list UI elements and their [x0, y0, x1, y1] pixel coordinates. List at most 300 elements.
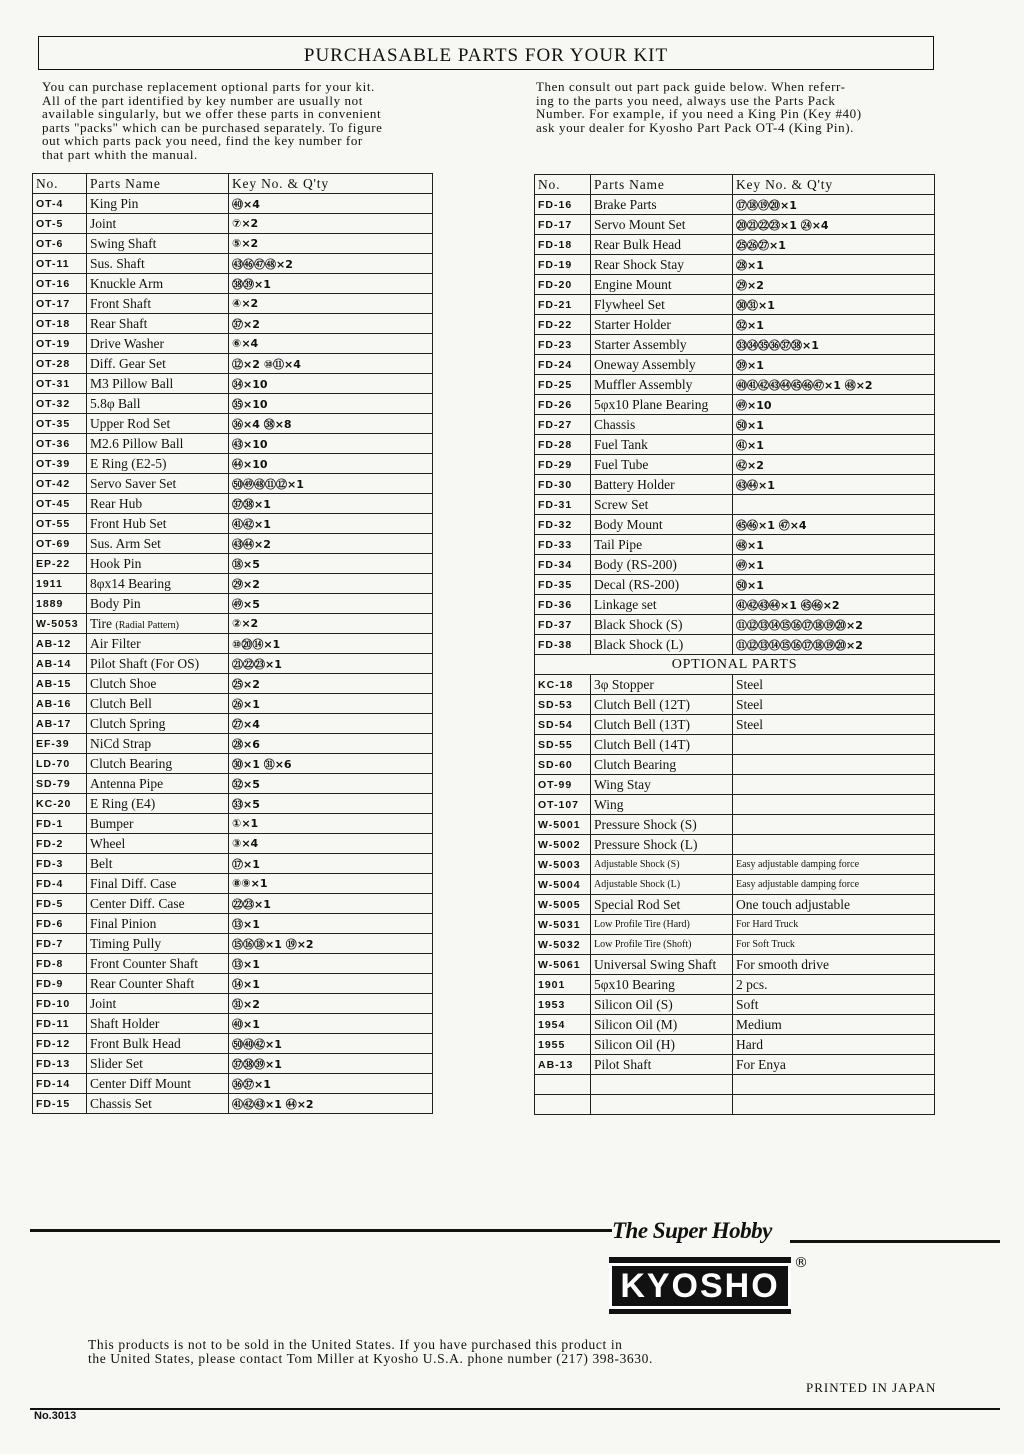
- table-row: [33, 614, 433, 634]
- part-number: FD-1: [33, 814, 87, 834]
- part-name: E Ring (E2-5): [87, 454, 229, 474]
- key-qty: ㊱㊲×1: [229, 1074, 433, 1094]
- printed-in-label: PRINTED IN JAPAN: [806, 1380, 937, 1395]
- table-row: [33, 434, 433, 454]
- part-name: Chassis: [591, 415, 733, 435]
- key-qty: ⑳㉑㉒㉓×1 ㉔×4: [733, 215, 935, 235]
- table-row: [535, 355, 935, 375]
- part-name: Universal Swing Shaft: [591, 955, 733, 975]
- key-qty: ㉘×6: [229, 734, 433, 754]
- part-name: Body Pin: [87, 594, 229, 614]
- part-name: Clutch Shoe: [87, 674, 229, 694]
- key-qty: ⑮⑯⑱×1 ⑲×2: [229, 934, 433, 954]
- table-row: [535, 435, 935, 455]
- part-number: FD-14: [33, 1074, 87, 1094]
- table-row: [33, 1014, 433, 1034]
- part-name: Body Mount: [591, 515, 733, 535]
- key-qty: ㊿㊾㊽⑪⑫×1: [229, 474, 433, 494]
- part-name: Rear Shock Stay: [591, 255, 733, 275]
- intro-right-text: Then consult out part pack guide below. When referr- ing to the parts you need, always use the Parts Pack Number. For example, if you need a King Pin (Key #40) ask your dealer for Kyosho Part Pack OT-4 (King Pin).: [536, 79, 862, 135]
- part-name: Servo Saver Set: [87, 474, 229, 494]
- part-number: FD-32: [535, 515, 591, 535]
- part-name: Timing Pully: [87, 934, 229, 954]
- key-qty: ㉞×10: [229, 374, 433, 394]
- part-note: Easy adjustable damping force: [733, 875, 935, 895]
- table-row: [33, 574, 433, 594]
- table-row: [33, 714, 433, 734]
- part-name: Joint: [87, 214, 229, 234]
- table-row: [535, 275, 935, 295]
- table-row: [33, 854, 433, 874]
- key-qty: ㉙×2: [229, 574, 433, 594]
- table-row: [535, 235, 935, 255]
- key-qty: ㉕×2: [229, 674, 433, 694]
- part-name: Sus. Arm Set: [87, 534, 229, 554]
- part-number: FD-8: [33, 954, 87, 974]
- part-name: Clutch Bell (13T): [591, 715, 733, 735]
- table-row: [535, 915, 935, 935]
- part-number: FD-26: [535, 395, 591, 415]
- part-note: [733, 795, 935, 815]
- key-qty: ㊹×10: [229, 454, 433, 474]
- table-row: [33, 494, 433, 514]
- key-qty: ㉚㉛×1: [733, 295, 935, 315]
- part-number: FD-4: [33, 874, 87, 894]
- table-row: [33, 694, 433, 714]
- part-number: OT-55: [33, 514, 87, 534]
- table-row: [33, 414, 433, 434]
- key-qty: ㊲㊳㊴×1: [229, 1054, 433, 1074]
- key-qty: ㉙×2: [733, 275, 935, 295]
- table-row: [33, 794, 433, 814]
- part-name: Swing Shaft: [87, 234, 229, 254]
- key-qty: ⑧⑨×1: [229, 874, 433, 894]
- part-note: For Soft Truck: [733, 935, 935, 955]
- table-row: [33, 314, 433, 334]
- part-name: Decal (RS-200): [591, 575, 733, 595]
- part-number: OT-69: [33, 534, 87, 554]
- table-row: [535, 735, 935, 755]
- key-qty: ⑪⑫⑬⑭⑮⑯⑰⑱⑲⑳×2: [733, 635, 935, 655]
- part-number: OT-42: [33, 474, 87, 494]
- part-number: FD-7: [33, 934, 87, 954]
- part-number: FD-21: [535, 295, 591, 315]
- footer-rule-bottom: [30, 1408, 1000, 1410]
- part-note: [733, 815, 935, 835]
- part-note: Easy adjustable damping force: [733, 855, 935, 875]
- part-name: Tire: [90, 615, 113, 631]
- table-row: [33, 214, 433, 234]
- part-number: W-5005: [535, 895, 591, 915]
- table-row: [33, 1034, 433, 1054]
- part-number: W-5002: [535, 835, 591, 855]
- part-name: [87, 614, 229, 634]
- table-row: [33, 654, 433, 674]
- part-name: Clutch Spring: [87, 714, 229, 734]
- part-number: FD-13: [33, 1054, 87, 1074]
- part-number: FD-34: [535, 555, 591, 575]
- table-row: [33, 634, 433, 654]
- part-number: AB-17: [33, 714, 87, 734]
- key-qty: ㊸㊹×2: [229, 534, 433, 554]
- part-note: Steel: [733, 675, 935, 695]
- part-name: Drive Washer: [87, 334, 229, 354]
- table-row: [33, 734, 433, 754]
- part-number: 1955: [535, 1035, 591, 1055]
- table-row: [535, 635, 935, 655]
- part-number: FD-30: [535, 475, 591, 495]
- part-note: [733, 775, 935, 795]
- key-qty: ㊲㊳×1: [229, 494, 433, 514]
- key-qty: ㊷×2: [733, 455, 935, 475]
- table-row: [535, 815, 935, 835]
- part-number: OT-6: [33, 234, 87, 254]
- key-qty: ③×4: [229, 834, 433, 854]
- part-name: 3φ Stopper: [591, 675, 733, 695]
- part-name: Center Diff Mount: [87, 1074, 229, 1094]
- table-row: [33, 234, 433, 254]
- part-name: [591, 1075, 733, 1095]
- table-row: [535, 495, 935, 515]
- part-number: 1911: [33, 574, 87, 594]
- part-note: For Enya: [733, 1055, 935, 1075]
- key-qty: ㊵㊶㊷㊸㊹㊺㊻㊼×1 ㊽×2: [733, 375, 935, 395]
- tagline: The Super Hobby: [612, 1218, 772, 1243]
- part-name: Sus. Shaft: [87, 254, 229, 274]
- table-row: [535, 935, 935, 955]
- logo-text: KYOSHO: [609, 1263, 790, 1309]
- part-number: OT-39: [33, 454, 87, 474]
- kyosho-logo: [609, 1257, 791, 1314]
- table-row: [33, 834, 433, 854]
- table-row: [33, 814, 433, 834]
- key-qty: ㉝㉞㉟㊱㊲㊳×1: [733, 335, 935, 355]
- key-qty: ②×2: [229, 614, 433, 634]
- key-qty: ㊾×10: [733, 395, 935, 415]
- part-name: Fuel Tube: [591, 455, 733, 475]
- key-qty: ⑰⑱⑲⑳×1: [733, 195, 935, 215]
- key-qty: ⑭×1: [229, 974, 433, 994]
- table-row: [535, 375, 935, 395]
- table-header-row: [33, 174, 433, 194]
- part-number: FD-10: [33, 994, 87, 1014]
- part-name: Rear Shaft: [87, 314, 229, 334]
- col-header-key: Key No. & Q'ty: [229, 174, 433, 194]
- intro-left-text: You can purchase replacement optional parts for your kit. All of the part identified by key number are usually not available singularly, but we offer these parts in convenient parts "packs" which can be purchased separately. To figure out which parts pack you need, find the key number for that part whith the manual.: [42, 79, 383, 162]
- part-number: AB-13: [535, 1055, 591, 1075]
- part-number: W-5053: [33, 614, 87, 634]
- part-number: LD-70: [33, 754, 87, 774]
- part-note: One touch adjustable: [733, 895, 935, 915]
- part-number: 1954: [535, 1015, 591, 1035]
- col-header-key: Key No. & Q'ty: [733, 175, 935, 195]
- table-row: [33, 454, 433, 474]
- part-number: FD-3: [33, 854, 87, 874]
- part-number: FD-35: [535, 575, 591, 595]
- parts-table-left: [32, 173, 433, 1114]
- part-name: Slider Set: [87, 1054, 229, 1074]
- part-name: Clutch Bell (12T): [591, 695, 733, 715]
- table-row: [535, 695, 935, 715]
- part-note: 2 pcs.: [733, 975, 935, 995]
- part-number: AB-14: [33, 654, 87, 674]
- table-row: [535, 335, 935, 355]
- table-row: [33, 334, 433, 354]
- table-row: [33, 674, 433, 694]
- part-name: Brake Parts: [591, 195, 733, 215]
- part-name: Front Hub Set: [87, 514, 229, 534]
- optional-parts-heading: OPTIONAL PARTS: [535, 655, 935, 675]
- key-qty: ㉚×1 ㉛×6: [229, 754, 433, 774]
- key-qty: [733, 495, 935, 515]
- part-name: Final Diff. Case: [87, 874, 229, 894]
- part-name: NiCd Strap: [87, 734, 229, 754]
- part-note: Soft: [733, 995, 935, 1015]
- part-name: Oneway Assembly: [591, 355, 733, 375]
- part-name: Pilot Shaft: [591, 1055, 733, 1075]
- key-qty: ㉟×10: [229, 394, 433, 414]
- part-number: FD-15: [33, 1094, 87, 1114]
- table-row: [535, 875, 935, 895]
- col-header-no: No.: [535, 175, 591, 195]
- part-number: 1953: [535, 995, 591, 1015]
- part-name: Silicon Oil (M): [591, 1015, 733, 1035]
- part-name: M2.6 Pillow Ball: [87, 434, 229, 454]
- part-name: Rear Counter Shaft: [87, 974, 229, 994]
- key-qty: ⑤×2: [229, 234, 433, 254]
- part-note: [733, 835, 935, 855]
- part-name: Knuckle Arm: [87, 274, 229, 294]
- part-number: W-5061: [535, 955, 591, 975]
- part-name: Low Profile Tire (Hard): [591, 915, 733, 935]
- part-name: Clutch Bell (14T): [591, 735, 733, 755]
- part-name: Silicon Oil (S): [591, 995, 733, 1015]
- key-qty: ④×2: [229, 294, 433, 314]
- key-qty: ㊺㊻×1 ㊼×4: [733, 515, 935, 535]
- part-number: OT-17: [33, 294, 87, 314]
- key-qty: ㊸㊹×1: [733, 475, 935, 495]
- key-qty: ㊶㊷×1: [229, 514, 433, 534]
- part-name: 8φx14 Bearing: [87, 574, 229, 594]
- key-qty: ㊶×1: [733, 435, 935, 455]
- part-name: Silicon Oil (H): [591, 1035, 733, 1055]
- part-number: FD-28: [535, 435, 591, 455]
- table-row: [33, 254, 433, 274]
- part-name: Front Shaft: [87, 294, 229, 314]
- part-number: KC-18: [535, 675, 591, 695]
- table-row: [535, 195, 935, 215]
- document-number: No.3013: [34, 1410, 77, 1422]
- part-number: OT-4: [33, 194, 87, 214]
- table-row: [535, 395, 935, 415]
- col-header-no: No.: [33, 174, 87, 194]
- part-number: OT-45: [33, 494, 87, 514]
- table-row: [33, 894, 433, 914]
- table-row: [33, 374, 433, 394]
- tire-pattern-note: (Radial Pattern): [115, 619, 179, 631]
- part-number: FD-18: [535, 235, 591, 255]
- part-number: AB-12: [33, 634, 87, 654]
- key-qty: ⑪⑫⑬⑭⑮⑯⑰⑱⑲⑳×2: [733, 615, 935, 635]
- part-number: FD-27: [535, 415, 591, 435]
- part-name: Fuel Tank: [591, 435, 733, 455]
- part-name: Rear Bulk Head: [591, 235, 733, 255]
- table-row: [535, 1095, 935, 1115]
- part-number: FD-12: [33, 1034, 87, 1054]
- table-row: [535, 575, 935, 595]
- part-name: Adjustable Shock (S): [591, 855, 733, 875]
- table-row: [33, 914, 433, 934]
- part-note: [733, 1095, 935, 1115]
- key-qty: ㊸㊻㊼㊽×2: [229, 254, 433, 274]
- key-qty: ㉖×1: [229, 694, 433, 714]
- parts-table-right: [534, 174, 935, 1115]
- part-name: Black Shock (L): [591, 635, 733, 655]
- part-name: Special Rod Set: [591, 895, 733, 915]
- part-name: Joint: [87, 994, 229, 1014]
- table-row: [33, 954, 433, 974]
- part-name: Screw Set: [591, 495, 733, 515]
- part-number: OT-11: [33, 254, 87, 274]
- key-qty: ㉜×1: [733, 315, 935, 335]
- table-row: [535, 515, 935, 535]
- part-number: FD-20: [535, 275, 591, 295]
- table-row: [535, 615, 935, 635]
- footer-rule-top-right: [790, 1240, 1000, 1243]
- part-number: SD-55: [535, 735, 591, 755]
- table-row: [535, 755, 935, 775]
- table-row: [535, 955, 935, 975]
- key-qty: ㉜×5: [229, 774, 433, 794]
- col-header-name: Parts Name: [591, 175, 733, 195]
- part-number: [535, 1075, 591, 1095]
- table-row: [535, 255, 935, 275]
- table-row: [535, 1055, 935, 1075]
- part-number: FD-38: [535, 635, 591, 655]
- part-name: [591, 1095, 733, 1115]
- part-number: FD-23: [535, 335, 591, 355]
- part-number: OT-5: [33, 214, 87, 234]
- part-name: Tail Pipe: [591, 535, 733, 555]
- table-row: [33, 1054, 433, 1074]
- part-name: Front Bulk Head: [87, 1034, 229, 1054]
- part-name: Bumper: [87, 814, 229, 834]
- part-name: Final Pinion: [87, 914, 229, 934]
- table-row: [535, 535, 935, 555]
- part-number: OT-16: [33, 274, 87, 294]
- part-note: [733, 735, 935, 755]
- part-number: FD-36: [535, 595, 591, 615]
- part-number: AB-16: [33, 694, 87, 714]
- table-row: [535, 455, 935, 475]
- part-name: Battery Holder: [591, 475, 733, 495]
- part-name: Diff. Gear Set: [87, 354, 229, 374]
- optional-parts-heading-row: [535, 655, 935, 675]
- table-row: [535, 835, 935, 855]
- part-number: OT-18: [33, 314, 87, 334]
- part-number: [535, 1095, 591, 1115]
- part-name: Wing: [591, 795, 733, 815]
- part-name: 5φx10 Bearing: [591, 975, 733, 995]
- part-number: OT-28: [33, 354, 87, 374]
- part-note: For smooth drive: [733, 955, 935, 975]
- part-note: [733, 755, 935, 775]
- part-number: FD-5: [33, 894, 87, 914]
- part-note: Hard: [733, 1035, 935, 1055]
- key-qty: ㉛×2: [229, 994, 433, 1014]
- part-number: EF-39: [33, 734, 87, 754]
- table-row: [33, 1094, 433, 1114]
- table-row: [535, 895, 935, 915]
- part-name: M3 Pillow Ball: [87, 374, 229, 394]
- table-row: [535, 715, 935, 735]
- table-row: [535, 855, 935, 875]
- part-name: Wheel: [87, 834, 229, 854]
- table-row: [33, 514, 433, 534]
- part-name: Engine Mount: [591, 275, 733, 295]
- part-name: Black Shock (S): [591, 615, 733, 635]
- table-row: [33, 974, 433, 994]
- table-header-row: [535, 175, 935, 195]
- key-qty: ㊵×1: [229, 1014, 433, 1034]
- part-name: Starter Holder: [591, 315, 733, 335]
- part-name: Hook Pin: [87, 554, 229, 574]
- key-qty: ㊾×1: [733, 555, 935, 575]
- table-row: [535, 775, 935, 795]
- part-name: 5φx10 Plane Bearing: [591, 395, 733, 415]
- part-number: OT-19: [33, 334, 87, 354]
- part-number: SD-54: [535, 715, 591, 735]
- part-name: Rear Hub: [87, 494, 229, 514]
- part-name: Pressure Shock (L): [591, 835, 733, 855]
- footer-rule-top-left: [30, 1229, 612, 1232]
- table-row: [535, 675, 935, 695]
- part-number: OT-107: [535, 795, 591, 815]
- table-row: [535, 975, 935, 995]
- part-number: EP-22: [33, 554, 87, 574]
- part-name: Low Profile Tire (Shoft): [591, 935, 733, 955]
- part-name: Wing Stay: [591, 775, 733, 795]
- table-row: [535, 1075, 935, 1095]
- table-row: [33, 994, 433, 1014]
- part-number: FD-29: [535, 455, 591, 475]
- part-number: SD-53: [535, 695, 591, 715]
- table-row: [535, 315, 935, 335]
- part-number: FD-9: [33, 974, 87, 994]
- part-number: FD-6: [33, 914, 87, 934]
- key-qty: ㊱×4 ㊳×8: [229, 414, 433, 434]
- part-name: Body (RS-200): [591, 555, 733, 575]
- table-row: [535, 995, 935, 1015]
- part-name: Center Diff. Case: [87, 894, 229, 914]
- table-row: [33, 474, 433, 494]
- table-row: [535, 795, 935, 815]
- part-number: W-5004: [535, 875, 591, 895]
- part-note: [733, 1075, 935, 1095]
- page-title: PURCHASABLE PARTS FOR YOUR KIT: [38, 36, 934, 70]
- table-row: [33, 874, 433, 894]
- registered-mark: ®: [794, 1255, 808, 1271]
- part-name: Adjustable Shock (L): [591, 875, 733, 895]
- part-number: 1901: [535, 975, 591, 995]
- table-row: [535, 595, 935, 615]
- table-row: [33, 194, 433, 214]
- part-note: Steel: [733, 695, 935, 715]
- table-row: [33, 354, 433, 374]
- part-name: Front Counter Shaft: [87, 954, 229, 974]
- part-name: Muffler Assembly: [591, 375, 733, 395]
- key-qty: ㊶㊷㊸×1 ㊹×2: [229, 1094, 433, 1114]
